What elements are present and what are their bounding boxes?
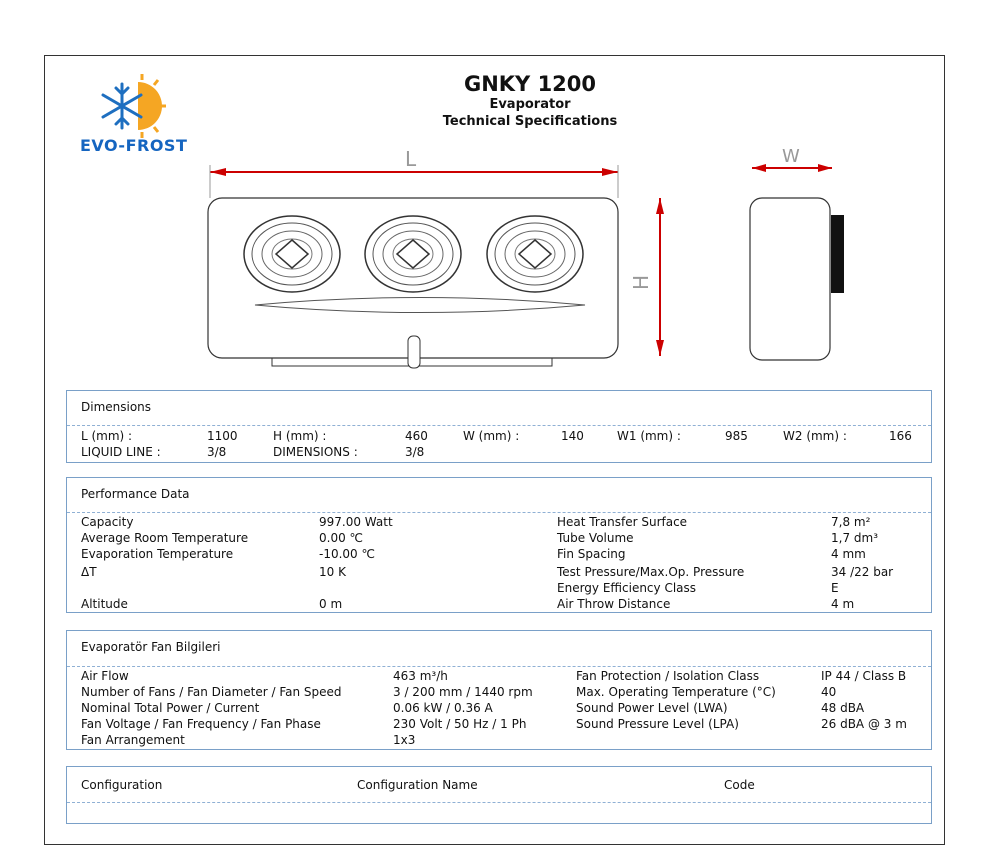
dim-value: 460: [405, 429, 428, 443]
perf-value: 4 m: [831, 597, 855, 611]
configuration-section: [66, 766, 932, 824]
dim-label: W (mm) :: [463, 429, 520, 443]
fan-label: Air Flow: [81, 669, 129, 683]
evaporator-drawing: [0, 0, 991, 380]
perf-value: 7,8 m²: [831, 515, 871, 529]
dim-value: 985: [725, 429, 748, 443]
fan-value: 463 m³/h: [393, 669, 448, 683]
fan-label: Number of Fans / Fan Diameter / Fan Speed: [81, 685, 342, 699]
perf-value: 0 m: [319, 597, 343, 611]
perf-label: Altitude: [81, 597, 128, 611]
perf-label: Test Pressure/Max.Op. Pressure: [557, 565, 745, 579]
drain-pipe: [408, 336, 420, 368]
dim-value: 3/8: [405, 445, 425, 459]
perf-label: Evaporation Temperature: [81, 547, 234, 561]
dim-value: 3/8: [207, 445, 227, 459]
config-name-col-header: Configuration Name: [357, 778, 478, 792]
fan-value: IP 44 / Class B: [821, 669, 907, 683]
fan-label: Fan Protection / Isolation Class: [576, 669, 760, 683]
config-code-col-header: Code: [724, 778, 755, 792]
fan-icon-2: [365, 216, 461, 292]
width-label: W: [782, 146, 800, 167]
dim-label: L (mm) :: [81, 429, 133, 443]
dimensions-heading: Dimensions: [81, 400, 152, 414]
dim-label: LIQUID LINE :: [81, 445, 161, 459]
perf-label: Air Throw Distance: [557, 597, 671, 611]
height-label: H: [629, 274, 653, 290]
perf-value: 1,7 dm³: [831, 531, 879, 545]
perf-value: 0.00 ℃: [319, 531, 364, 545]
dim-label: DIMENSIONS :: [273, 445, 358, 459]
perf-label: Heat Transfer Surface: [557, 515, 688, 529]
dim-label: H (mm) :: [273, 429, 327, 443]
fan-value: 40: [821, 685, 837, 699]
fan-value: 1x3: [393, 733, 416, 747]
fan-value: 230 Volt / 50 Hz / 1 Ph: [393, 717, 527, 731]
fan-icon-3: [487, 216, 583, 292]
fan-label: Fan Voltage / Fan Frequency / Fan Phase: [81, 717, 321, 731]
perf-value: -10.00 ℃: [319, 547, 375, 561]
page-title: GNKY 1200: [463, 72, 597, 96]
side-view-body: [750, 198, 830, 360]
fan-section: [66, 630, 932, 750]
perf-value: 10 K: [319, 565, 346, 579]
performance-heading: Performance Data: [81, 487, 190, 501]
fan-label: Max. Operating Temperature (°C): [576, 685, 776, 699]
perf-value: E: [831, 581, 839, 595]
dim-label: W2 (mm) :: [783, 429, 847, 443]
evaporator-body: [208, 198, 618, 358]
page-subtitle-2: Technical Specifications: [442, 114, 618, 129]
perf-label: Energy Efficiency Class: [557, 581, 697, 595]
fan-label: Nominal Total Power / Current: [81, 701, 260, 715]
perf-label: ΔT: [81, 565, 97, 579]
dimensions-section: [66, 390, 932, 463]
length-label: L: [405, 147, 417, 171]
performance-section: [66, 477, 932, 613]
fan-label: Fan Arrangement: [81, 733, 185, 747]
dim-label: W1 (mm) :: [617, 429, 681, 443]
perf-value: 997.00 Watt: [319, 515, 393, 529]
perf-label: Tube Volume: [557, 531, 634, 545]
perf-label: Average Room Temperature: [81, 531, 249, 545]
dim-value: 140: [561, 429, 584, 443]
perf-value: 4 mm: [831, 547, 866, 561]
perf-value: 34 /22 bar: [831, 565, 894, 579]
logo-text: EVO-FROST: [80, 136, 188, 155]
page-subtitle: Evaporator: [489, 97, 571, 112]
fan-value: 48 dBA: [821, 701, 865, 715]
perf-label: Fin Spacing: [557, 547, 626, 561]
fan-icon-1: [244, 216, 340, 292]
fan-value: 26 dBA @ 3 m: [821, 717, 907, 731]
dim-value: 166: [889, 429, 912, 443]
fan-heading: Evaporatör Fan Bilgileri: [81, 640, 221, 654]
fan-value: 0.06 kW / 0.36 A: [393, 701, 493, 715]
fan-label: Sound Pressure Level (LPA): [576, 717, 739, 731]
side-fan-guard: [831, 215, 844, 293]
dim-value: 1100: [207, 429, 238, 443]
config-col-header: Configuration: [81, 778, 163, 792]
perf-label: Capacity: [81, 515, 134, 529]
fan-label: Sound Power Level (LWA): [576, 701, 728, 715]
fan-value: 3 / 200 mm / 1440 rpm: [393, 685, 533, 699]
